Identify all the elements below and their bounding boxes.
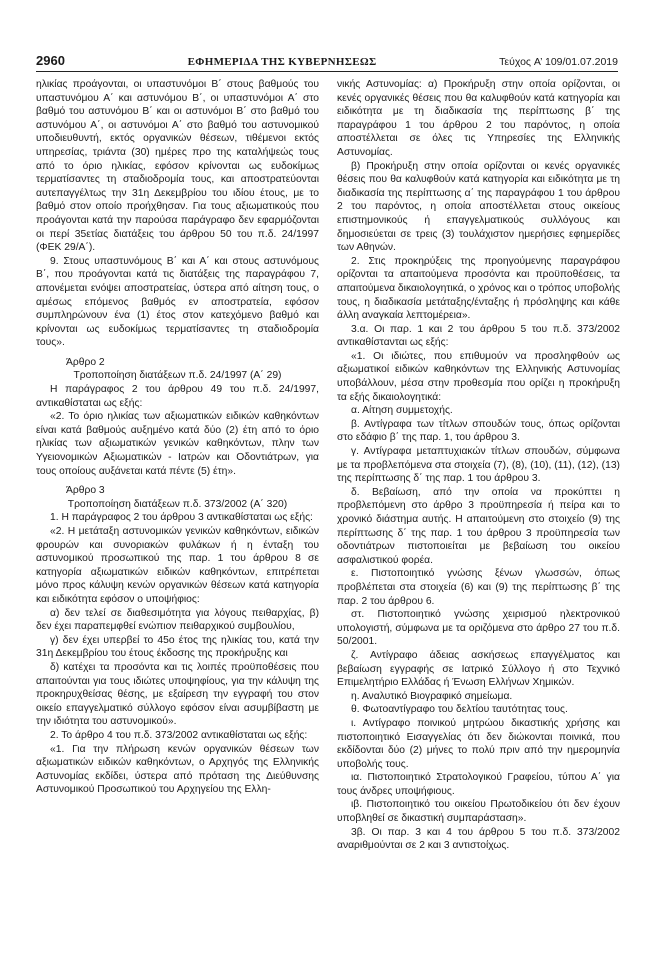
page-header	[36, 44, 618, 72]
issue-label: Τεύχος A’ 109/01.07.2019	[499, 56, 618, 68]
paragraph: α. Αίτηση συμμετοχής.	[351, 405, 453, 417]
paragraph: β) Προκήρυξη στην οποία ορίζονται οι κενές οργανικές θέσεις που θα καλυφθούν κατά κατηγορία και ειδικότητα με τη διαδικασία της περίπτωσης α΄ της παραγράφου 1 του άρθρου 2 του παρόντος, η οποία αποστέλλεται στους οικείους επιστημονικούς ή επαγγελματικούς συλλόγους και δημοσιεύεται σε τρεις (3) τουλάχιστον ημερήσιες εφημερίδες των Αθηνών.	[337, 160, 620, 254]
paragraph: ια. Πιστοποιητικό Στρατολογικού Γραφείου, τύπου Α΄ για τους άνδρες υποψήφιους.	[337, 772, 620, 797]
paragraph: «1. Οι ιδιώτες, που επιθυμούν να προσληφθούν ως αξιωματικοί ειδικών καθηκόντων της Ελληνικής Αστυνομίας υποβάλλουν, μέσα στην προθεσμία που ορίζει η προκήρυξη τα εξής δικαιολογητικά:	[337, 350, 620, 403]
article-heading: Άρθρο 2	[66, 356, 105, 368]
right-column	[337, 78, 620, 853]
paragraph: 2. Στις προκηρύξεις της προηγούμενης παραγράφου ορίζονται τα απαιτούμενα προσόντα και προϋποθέσεις, τα απαιτούμενα δικαιολογητικά, ο χρόνος και ο τρόπος υποβολής τους, η διαδικασία μετάταξης/ένταξης ή πρόσληψης και κάθε άλλη αναγκαία λεπτομέρεια».	[337, 255, 620, 322]
paragraph: ι. Αντίγραφο ποινικού μητρώου δικαστικής χρήσης και πιστοποιητικό Εισαγγελίας ότι δεν διώκονται ποινικά, που εκδίδονται δύο (2) μήνες το πολύ πριν από την ημερομηνία υποβολής τους.	[337, 717, 620, 770]
paragraph: δ. Βεβαίωση, από την οποία να προκύπτει η προβλεπόμενη στο άρθρο 3 προϋπηρεσία ή πείρα και το χρονικό διάστημα αυτής. Η απαιτούμενη στο στοιχείο (9) της περίπτωσης δ΄ της παρ. 1 του άρθρου 3 προϋπηρεσία των οδοντιάτρων πιστοποιείται με βεβαίωση του οικείου ασφαλιστικού φορέα.	[337, 486, 620, 566]
paragraph: ιβ. Πιστοποιητικό του οικείου Πρωτοδικείου ότι δεν έχουν υποβληθεί σε δικαστική συμπαράσταση».	[337, 799, 620, 825]
paragraph: η. Αναλυτικό Βιογραφικό σημείωμα.	[351, 690, 513, 702]
paragraph: ε. Πιστοποιητικό γνώσης ξένων γλωσσών, όπως προβλέπεται στα στοιχεία (6) και (9) της περίπτωσης β΄ της παρ. 2 του άρθρου 6.	[337, 568, 620, 607]
paragraph: «1. Για την πλήρωση κενών οργανικών θέσεων των αξιωματικών ειδικών καθηκόντων, ο Αρχηγός της Ελληνικής Αστυνομίας εκδίδει, ύστερα από πρόταση της Διεύθυνσης Αστυνομικού Προσωπικού του Αρχηγείου της Ελλη-	[36, 743, 319, 796]
paragraph: 3.α. Οι παρ. 1 και 2 του άρθρου 5 του π.δ. 373/2002 αντικαθίστανται ως εξής:	[337, 323, 620, 349]
paragraph: 3β. Οι παρ. 3 και 4 του άρθρου 5 του π.δ. 373/2002 αναριθμούνται σε 2 και 3 αντιστοίχως.	[337, 826, 620, 852]
gazette-title: ΕΦΗΜΕΡΙΔΑ ΤΗΣ ΚΥΒΕΡΝΗΣΕΩΣ	[187, 56, 377, 68]
page-number: 2960	[36, 53, 65, 68]
paragraph: 1. Η παράγραφος 2 του άρθρου 3 αντικαθίσταται ως εξής:	[50, 512, 313, 524]
paragraph: β. Αντίγραφα των τίτλων σπουδών τους, όπως ορίζονται στο εδάφιο β΄ της παρ. 1, του άρθρου 3.	[337, 418, 620, 444]
paragraph: Η παράγραφος 2 του άρθρου 49 του π.δ. 24/1997, αντικαθίσταται ως εξής:	[36, 384, 319, 409]
paragraph: «2. Η μετάταξη αστυνομικών γενικών καθηκόντων, ειδικών φρουρών και συνοριακών φυλάκων ή η ένταξη του αστυνομικού προσωπικού της παρ. 1 του άρθρου 8 σε κατηγορία αξιωματικών ειδικών καθηκόντων, επιτρέπεται μόνο προς κάλυψη κενών οργανικών θέσεων κατά κατηγορία και ειδικότητα εφόσον ο υποψήφιος:	[36, 526, 319, 605]
paragraph: ζ. Αντίγραφο άδειας ασκήσεως επαγγέλματος και βεβαίωση εγγραφής σε Ιατρικό Σύλλογο ή στο Τεχνικό Επιμελητήριο Ελλάδας ή Ένωση Ελλήνων Χημικών.	[337, 649, 620, 689]
paragraph: α) δεν τελεί σε διαθεσιμότητα για λόγους πειθαρχίας, β) δεν έχει παραπεμφθεί ενώπιον πειθαρχικού συμβουλίου,	[36, 607, 319, 633]
paragraph: γ. Αντίγραφα μεταπτυχιακών τίτλων σπουδών, σύμφωνα με τα προβλεπόμενα στα στοιχεία (7), (8), (10), (11), (12), (13) της περίπτωσης δ΄ της παρ. 1 του άρθρου 3.	[337, 446, 620, 485]
paragraph: θ. Φωτοαντίγραφο του δελτίου ταυτότητας τους.	[351, 704, 568, 716]
paragraph: 9. Στους υπαστυνόμους Β΄ και Α΄ και στους αστυνόμους Β΄, που προάγονται κατά τις διατάξεις της παραγράφου 7, απονέμεται ενόψει αποστρατείας, ύστερα από αίτηση τους, ο αμέσως επόμενος βαθμός εν αποστρατεία, εφόσον συμπληρώνουν ένα (1) έτος στον κατεχόμενο βαθμό και κρίνονται ως ευδοκίμως τερματίσαντες τη σταδιοδρομία τους».	[36, 255, 319, 349]
paragraph: γ) δεν έχει υπερβεί το 45ο έτος της ηλικίας του, κατά την 31η Δεκεμβρίου του έτους έκδοσης της προκήρυξης και	[36, 634, 319, 660]
left-column	[36, 78, 319, 797]
paragraph: στ. Πιστοποιητικό γνώσης χειρισμού ηλεκτρονικού υπολογιστή, σύμφωνα με τα οριζόμενα στο άρθρο 27 του π.δ. 50/2001.	[337, 609, 620, 648]
article-heading: Άρθρο 3	[66, 485, 105, 497]
article-subtitle: Τροποποίηση διατάξεων π.δ. 24/1997 (Α΄ 29)	[73, 370, 282, 382]
paragraph: δ) κατέχει τα προσόντα και τις λοιπές προϋποθέσεις που απαιτούνται για τους ιδιώτες υποψηφίους, για την κάλυψη της προκηρυχθείσας θέσης, με εξαίρεση την εγγραφή του στον οικείο επαγγελματικό σύλλογο εφόσον είναι ασυμβίβαστη με την ιδιότητα του αστυνομικού».	[36, 661, 319, 728]
paragraph: 2. Το άρθρο 4 του π.δ. 373/2002 αντικαθίσταται ως εξής:	[50, 729, 308, 741]
paragraph: «2. Το όριο ηλικίας των αξιωματικών ειδικών καθηκόντων είναι κατά βαθμούς αυξημένο κατά δύο (2) έτη από το όριο ηλικίας των αξιωματικών γενικών καθηκόντων, πλην των Υγειονομικών Αξιωματικών - Ιατρών και Οδοντιάτρων, για τους οποίους αυξάνεται κατά πέντε (5) έτη».	[36, 411, 319, 477]
paragraph: ηλικίας προάγονται, οι υπαστυνόμοι Β΄ στους βαθμούς του υπαστυνόμου Α΄ και αστυνόμου Β΄, οι υπαστυνόμοι Α΄ στο βαθμό του αστυνόμου Β΄ και οι αστυνόμοι Β΄ στο βαθμό του αστυνόμου Α΄, οι αστυνόμοι Α΄ στο βαθμό του αστυνομικού υποδιευθυντή, εκτός οργανικών θέσεων, τιθέμενοι εκτός υπηρεσίας, τριάντα (30) ημέρες προ της καταλήψεώς τους από το όριο ηλικίας, εφόσον κρίνονται ως ευδοκίμως τερματίσαντες τη σταδιοδρομία τους, και αποστρατεύονται αυτεπαγγέλτως την 31η Δεκεμβρίου του ιδίου έτους, με το βαθμό στον οποίο προήχθησαν. Για τους αξιωματικούς που προάγονται κατά την παρούσα παράγραφο δεν εφαρμόζονται οι περί 35ετίας διατάξεις του άρθρου 50 του π.δ. 24/1997 (ΦΕΚ 29/Α΄).	[36, 79, 319, 254]
paragraph: νικής Αστυνομίας: α) Προκήρυξη στην οποία ορίζονται, οι κενές οργανικές θέσεις που θα καλυφθούν κατά κατηγορία και ειδικότητα με τη διαδικασία της περίπτωσης β΄ της παραγράφου 1 του άρθρου 2 του παρόντος, η οποία αποστέλλεται σε όλες τις Υπηρεσίες της Ελληνικής Αστυνομίας.	[337, 79, 620, 158]
article-subtitle: Τροποποίηση διατάξεων π.δ. 373/2002 (Α΄ 320)	[67, 498, 288, 510]
